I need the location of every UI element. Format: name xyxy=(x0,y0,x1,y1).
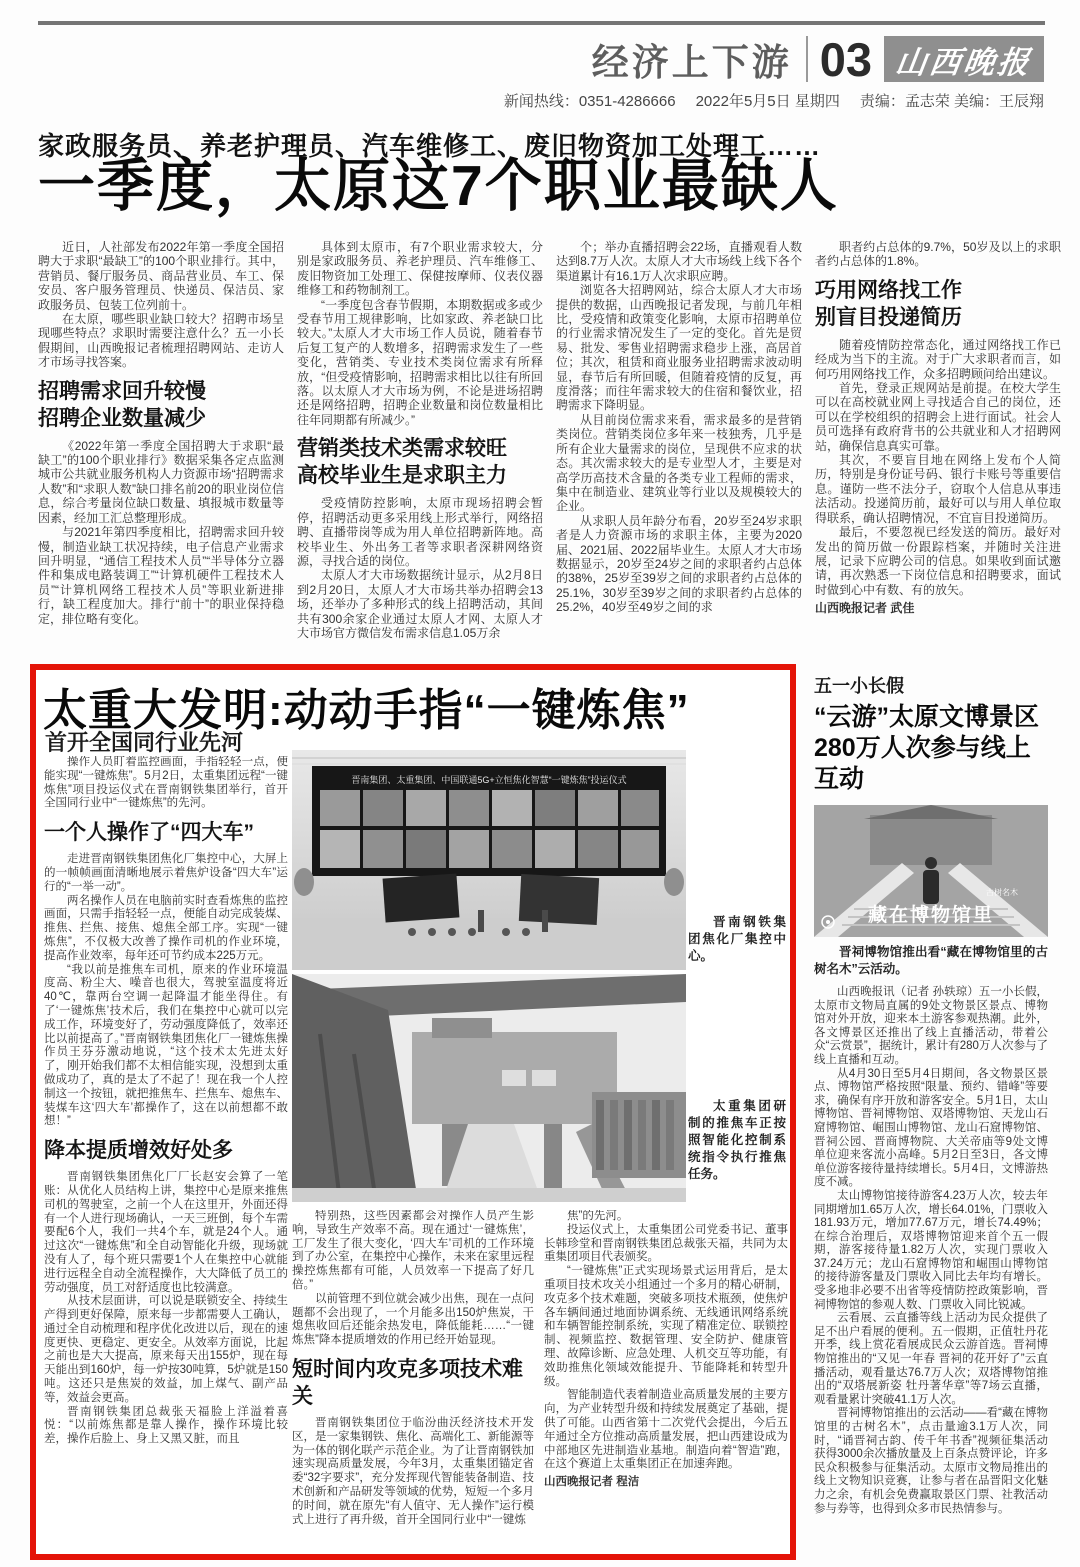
body-paragraph: 最后，不要忽视已经发送的简历。最好对发出的简历做一份跟踪档案，并随时关注进展，记录下应聘公司的信息。如果收到面试邀请，再次熟悉一下岗位信息和招聘要求，面试时做到心中有数、有的放矢。 xyxy=(815,525,1061,597)
jobs-article-headline: 一季度，太原这7个职业最缺人 xyxy=(38,154,839,218)
body-paragraph: 太原人才大市场数据统计显示，从2月8日到2月20日，太原人才大市场共举办招聘会13场，还举办了多种形式的线上招聘活动，其间共有300余家企业通过太原人才网、太原人才大市场官方微信发布需求信息1.05万余 xyxy=(297,568,543,640)
body-paragraph: “一季度包含春节假期，本期数据或多或少受春节用工规律影响，比如家政、养老缺口比较大。”太原人才大市场工作人员说，随着春节后复工复产的人数增多，招聘需求发生了一些变化，营销类、专业技术类岗位需求有所释放，“但受疫情影响，招聘需求相比以往有所回落。以太原人才大市场为例，不论是进场招聘还是网络招聘，招聘企业数量和岗位数量相比往年同期都有所减少。” xyxy=(297,297,543,427)
section-subhead: 降本提质增效好处多 xyxy=(44,1139,233,1163)
section-subhead: 短时间内攻克多项技术难关 xyxy=(292,1357,523,1408)
section-subhead: 营销类技术类需求较旺 高校毕业生是求职主力 xyxy=(297,437,507,488)
coke-column-2 xyxy=(292,1210,534,1558)
body-paragraph: 具体到太原市，有7个职业需求较大，分别是家政服务员、养老护理员、汽车维修工、废旧物资加工处理工、保健按摩师、仪表仪器维修工和药物制剂工。 xyxy=(297,240,543,298)
pusher-machine-photo xyxy=(292,974,686,1202)
overlay-small-text: 古树名木 xyxy=(986,888,1018,897)
body-paragraph: 晋南钢铁集团焦化厂厂长赵安会算了一笔账：从优化人员结构上讲，集控中心是原来推焦司机的驾驶室，之前一个人在这里开，外面还得有一个人进行现场确认，一天三班倒，每个车需要配6个人，我们一共4个车，就是24个人。通过这次“一键炼焦”和全自动智能化升级，现场就没有人了，每个班只需要1个人在集控中心就能进行远程全自动全流程操作，大大降低了员工的劳动强度，员工对舒适度也比较满意。 xyxy=(44,1171,288,1294)
masthead-logo xyxy=(884,36,1044,82)
museum-illustration xyxy=(814,805,1048,937)
photo-caption: 晋祠博物馆推出看“藏在博物馆里的古树名木”云活动。 xyxy=(814,945,1048,976)
coke-oven-battery xyxy=(592,1092,686,1178)
body-paragraph: 在太原，哪些职业缺口较大？招聘市场呈现哪些特点？求职时需要注意什么？五一小长假期间，山西晚报记者梳理招聘网站、走访人才市场寻找答案。 xyxy=(38,312,284,370)
body-paragraph: 随着疫情防控常态化，通过网络找工作已经成为当下的主流。对于广大求职者而言，如何巧用网络找工作，众多招聘顾问给出建议。 xyxy=(815,337,1061,381)
jobs-column-4 xyxy=(815,240,1061,656)
body-paragraph: 太山博物馆接待游客4.23万人次，较去年同期增加1.65万人次，增长64.01%，门票收入181.93万元，增加77.67万元，增长74.49%；在综合治理后，双塔博物馆迎来首个五一假期，游客接待量1.82万人次，实现门票收入37.24万元；龙山石窟博物馆和崛围山博物馆的接待游客量及门票收入同比去年均有增长。受多地非必要不出省等疫情防控政策影响，晋祠博物馆的参观人数、门票收入同比锐减。 xyxy=(814,1189,1048,1311)
body-paragraph: 受疫情防控影响，太原市现场招聘会暂停，招聘活动更多采用线上形式举行，网络招聘、直播带岗等成为用人单位招聘新阵地。高校毕业生、外出务工者等求职者深耕网络资源，寻找合适的岗位。 xyxy=(297,496,543,568)
coke-article-subhead: 首开全国同行业先河 xyxy=(45,730,244,755)
masthead-info xyxy=(504,90,1044,111)
news-hotline: 新闻热线：0351-4286666 xyxy=(503,93,676,110)
body-paragraph: 职者约占总体的9.7%，50岁及以上的求职者约占总体的1.8%。 xyxy=(815,240,1061,269)
editors: 责编：孟志荣 美编：王辰翔 xyxy=(859,93,1044,110)
photo-caption: 太重集团研制的推焦车正按照智能化控制系统指令执行推焦任务。 xyxy=(688,1099,786,1181)
issue-date: 2022年5月5日 星期四 xyxy=(695,93,840,110)
plant-decor xyxy=(294,868,314,896)
body-paragraph: 从4月30日至5月4日期间，各文物景区景点、博物馆严格按照“限量、预约、错峰”等要求，确保有序开放和游客安全。5月1日，太山博物馆、晋祠博物馆、双塔博物馆、天龙山石窟博物馆、崛围山博物馆、龙山石窟博物馆、晋祠公园、晋商博物院、大关帝庙等9处文博单位迎来客流小高峰。5月2日至3日，各文博单位游客接待量持续增长。5月4日，文博游热度不减。 xyxy=(814,1067,1048,1189)
masthead-divider xyxy=(806,36,808,82)
section-subhead: 巧用网络找工作 别盲目投递简历 xyxy=(815,278,962,329)
body-paragraph: 走进晋南钢铁集团焦化厂集控中心，大屏上的一帧帧画面清晰地展示着焦炉设备“四大车”运行的“一举一动”。 xyxy=(44,853,288,893)
section-subhead: 一个人操作了“四大车” xyxy=(44,821,254,845)
body-paragraph: 操作人员盯着监控画面，手指轻轻一点，便能实现“一键炼焦”。5月2日，太重集团远程“一键炼焦”项目投运仪式在晋南钢铁集团举行，首开全国同行业中“一键炼焦”的先河。 xyxy=(44,756,288,810)
jobs-article-kicker: 家政服务员、养老护理员、汽车维修工、废旧物资加工处理工…… xyxy=(38,131,822,161)
jobs-column-2 xyxy=(297,240,543,656)
jobs-column-3 xyxy=(556,240,802,656)
body-paragraph: 山西晚报讯（记者 孙轶琼）五一小长假，太原市文物局直属的9处文物景区景点、博物馆对外开放，迎来本土游客参观热潮。此外，各文博景区还推出了线上直播活动，带着公众“云赏景”，据统计，累计有280万人次参与了线上直播和互动。 xyxy=(814,986,1048,1066)
body-paragraph: 浏览各大招聘网站，综合太原人才大市场提供的数据，山西晚报记者发现，与前几年相比，受疫情和政策变化影响，太原市招聘单位的行业需求情况发生了一定的变化。首先是贸易、批发、零售业招聘需求稳步上涨，高居首位；其次，租赁和商业服务业招聘需求波动明显，春节后有所回暖，但随着疫情的反复，再度滑落；而往年需求较大的住宿和餐饮业，招聘需求下降明显。 xyxy=(556,283,802,413)
museum-article-kicker: 五一小长假 xyxy=(814,676,904,696)
body-paragraph: “我以前是推焦车司机，原来的作业环境温度高、粉尘大、噪音也很大，驾驶室温度将近40℃，靠两台空调一起降温才能坐得住。有了‘一键炼焦’技术后，我们在集控中心就可以完成工作，环境变好了，劳动强度降低了，效率还比以前提高了。”晋南钢铁集团焦化厂一键炼焦操作员王芬芬激动地说，“这个技术太先进太好了，刚开始我们都不太相信能实现，没想到太重做成功了，真的是太了不起了！现在我一个人控制这一个按钮，就把推焦车、拦焦车、熄焦车、装煤车这‘四大车’都操作了，这在以前想都不敢想！” xyxy=(44,963,288,1128)
museum-article-headline: “云游”太原文博景区 280万人次参与线上互动 xyxy=(814,703,1040,793)
highlight-box xyxy=(30,664,796,1560)
jobs-column-1 xyxy=(38,240,284,656)
coke-plant-illustration xyxy=(292,974,686,1202)
body-paragraph: “一键炼焦”正式实现场景式运用背后，是太重项目技术攻关小组通过一个多月的精心研制，攻克多个技术难题，突破多项技术瓶颈，使焦炉各车辆间通过地面协调系统、无线通讯网络系统和车辆智能控制系统，实现了精准定位、联锁控制、视频监控、数据管理、安全防护、健康管理、故障诊断、应急处理、人机交互等功能，有效助推焦化领域效能提升、节能降耗和转型升级。 xyxy=(544,1265,788,1388)
body-paragraph: 近日，人社部发布2022年第一季度全国招聘大于求职“最缺工”的100个职业排行。其中，营销员、餐厅服务员、商品营业员、车工、保安员、客户服务管理员、快递员、保洁员、家政服务员、包装工位列前十。 xyxy=(38,240,284,312)
body-paragraph: 焦”的先河。 xyxy=(567,1210,629,1222)
body-paragraph: 个；举办直播招聘会22场，直播观看人数达到8.7万人次。太原人才大市场线上线下各个渠道累计有16.1万人次求职应聘。 xyxy=(556,240,802,283)
desk-monitor-left xyxy=(383,873,460,922)
coke-column-3 xyxy=(544,1210,788,1558)
coke-column-1 xyxy=(44,756,288,1544)
body-paragraph: 晋南钢铁集团总裁张天福脸上洋溢着喜悦：“以前炼焦都是靠人操作，操作环境比较差，操作后脸上、身上又黑又脏，而且 xyxy=(44,1405,288,1446)
overlay-title-text: 藏在博物馆里 xyxy=(867,905,995,926)
body-paragraph: 云看展、云直播等线上活动为民众提供了足不出户看展的便利。五一假期，正值牡丹花开季，线上赏花看展成民众云游首选。晋祠博物馆推出的“又见一年春 晋祠的花开好了”云直播活动，观看量达76.7万人次；双塔博物馆推出的“双塔展新姿 牡丹著华章”等7场云直播，观看量累计突破41.1万人次。 xyxy=(814,1312,1048,1406)
section-subhead: 招聘需求回升较慢 招聘企业数量减少 xyxy=(38,379,206,430)
body-paragraph: 以前管理不到位就会减少出焦，现在一点问题都不会出现了，一个月能多出150炉焦炭，干熄焦收回后还能余热发电，降低能耗……“一键炼焦”降本提质增效的作用已经开始显现。 xyxy=(292,1292,534,1347)
desk-monitor-right xyxy=(519,874,599,925)
masthead-logo-text: 山西晚报 xyxy=(892,44,1035,81)
masthead xyxy=(592,33,1044,85)
body-paragraph: 其次，不要盲目地在网络上发布个人简历，特别是身份证号码、银行卡账号等重要信息。谨防一些不法分子，窃取个人信息从事违法活动。投递简历前，最好可以与用人单位取得联系，确认招聘情况，不宜盲目投递简历。 xyxy=(815,453,1061,525)
plant-decor xyxy=(664,868,684,896)
body-paragraph: 从求职人员年龄分布看，20岁至24岁求职者是人力资源市场的求职主体，主要为2020届、2021届、2022届毕业生。太原人才大市场数据显示，20岁至24岁之间的求职者约占总体的38%，25岁至39岁之间的求职者约占总体的25.1%，30岁至39岁之间的求职者约占总体的25.2%，40岁至49岁之间的求 xyxy=(556,513,802,615)
article-byline: 山西晚报记者 武佳 xyxy=(815,601,915,616)
body-paragraph: 与2021年第四季度相比，招聘需求回升较慢，制造业缺工状况持续，电子信息产业需求回升明显，“通信工程技术人员”“半导体分立器件和集成电路装调工”“计算机硬件工程技术人员”“计算机网络工程技术人员”等职业新进排行，缺工程度加大。排行“前十”的职业保持稳定，排位略有变化。 xyxy=(38,525,284,626)
body-paragraph: 从技术层面讲，可以说是联锁安全、持续生产得到更好保障，原来每一步都需要人工确认，通过全自动梳理和程序优化改进以后，现在的速度更快、更稳定、更安全。从效率方面说，比起之前也是大大提高，原来每天出155炉，现在每天能出到160炉，每一炉按30吨算，5炉就是150吨。这还只是焦炭的效益，加上煤气、副产品等，效益会更高。 xyxy=(44,1295,288,1404)
body-paragraph: 投运仪式上，太重集团公司党委书记、董事长韩珍堂和晋南钢铁集团总裁张天福，共同为太重集团项目代表颁奖。 xyxy=(544,1223,788,1264)
presenter-figure xyxy=(923,857,939,904)
body-paragraph: 《2022年第一季度全国招聘大于求职“最缺工”的100个职业排行》数据采集各定点监测城市公共就业服务机构人力资源市场“招聘需求人数”和“求职人数”缺口排名前20的职业岗位信息，综合考量岗位缺口数量、填报城市数量等因素，经加工汇总整理形成。 xyxy=(38,438,284,525)
coke-article-headline: 太重大发明:动动手指“一键炼焦” xyxy=(43,686,690,735)
masthead-rule xyxy=(38,21,1045,25)
body-paragraph: 特别热，这些因素都会对操作人员产生影响，导致生产效率不高。现在通过‘一键炼焦’，工厂发生了很大变化，‘四大车’司机的工作环境到了办公室，在集控中心操作，未来在家里远程操控炼焦都有可能，人员效率一下提高了好几倍。” xyxy=(292,1210,534,1291)
section-title: 经济上下游 xyxy=(591,42,792,83)
control-center-photo xyxy=(292,750,686,970)
control-center-illustration xyxy=(292,750,686,970)
page-number: 03 xyxy=(819,32,872,86)
museum-video-photo xyxy=(814,805,1048,937)
body-paragraph: 首先，登录正规网站是前提。在校大学生可以在高校就业网上寻找适合自己的岗位，还可以在学校组织的招聘会上进行面试。社会人员可选择有政府背书的公共就业和人才招聘网站，确保信息真实可靠。 xyxy=(815,381,1061,453)
body-paragraph: 两名操作人员在电脑前实时查看炼焦的监控画面，只需手指轻轻一点，便能自动完成装煤、推焦、拦焦、接焦、熄焦全部工序。实现“一键炼焦”，不仅极大改善了操作司机的作业环境，提高作业效率，每年还可节约成本225万元。 xyxy=(44,894,288,962)
article-byline: 山西晚报记者 程洁 xyxy=(544,1476,640,1489)
museum-article-body xyxy=(814,986,1048,1516)
body-paragraph: 晋南钢铁集团位于临汾曲沃经济技术开发区，是一家集钢铁、焦化、高端化工、新能源等为一体的钢化联产示范企业。为了让晋南钢铁加速实现高质量发展，今年3月，太重集团锚定省委“32字要求”，充分发挥现代智能装备制造、技术创新和产品研发等领域的优势，短短一个多月的时间，就在原先“有人值守、无人操作”运行模式上进行了再升级，首开全国同行业中“一键炼 xyxy=(292,1416,534,1526)
photo-caption: 晋南钢铁集团焦化厂集控中心。 xyxy=(688,915,786,963)
screen-banner-text: 晋南集团、太重集团、中国联通5G+立恒焦化智慧“一键炼焦”投运仪式 xyxy=(351,775,627,785)
body-paragraph: 晋祠博物馆推出的云活动——看“藏在博物馆里的古树名木”，点击量逾3.1万人次，同时，“诵晋祠古韵、传千年书香”视频征集活动获得3000余次播放量及上百条点赞评论，许多民众积极参与征集活动。太原市文物局推出的线上文物知识竞赛，让参与者在品晋阳文化魅力之余，有机会免费赢取景区门票、社教活动参与券等，也得到众多市民热情参与。 xyxy=(814,1407,1048,1515)
body-paragraph: 从目前岗位需求来看，需求最多的是营销类岗位。营销类岗位多年来一枝独秀，几乎是所有企业大量需求的岗位，呈现供不应求的状态。其次需求较大的是专业型人才，主要是对高学历高技术含量的各类专业工程师的需求，集中在制造业、建筑业等行业以及规模较大的企业。 xyxy=(556,412,802,514)
museum-article xyxy=(814,672,1048,1532)
console-desk xyxy=(292,918,686,970)
body-paragraph: 智能制造代表着制造业高质量发展的主要方向，为产业转型升级和持续发展奠定了基础，提供了可能。山西省第十二次党代会提出，今后五年通过全方位推动高质量发展，把山西建设成为中部地区先进制造业基地。制造向着“智造”跑，在这个赛道上太重集团正在加速奔跑。 xyxy=(544,1389,788,1471)
